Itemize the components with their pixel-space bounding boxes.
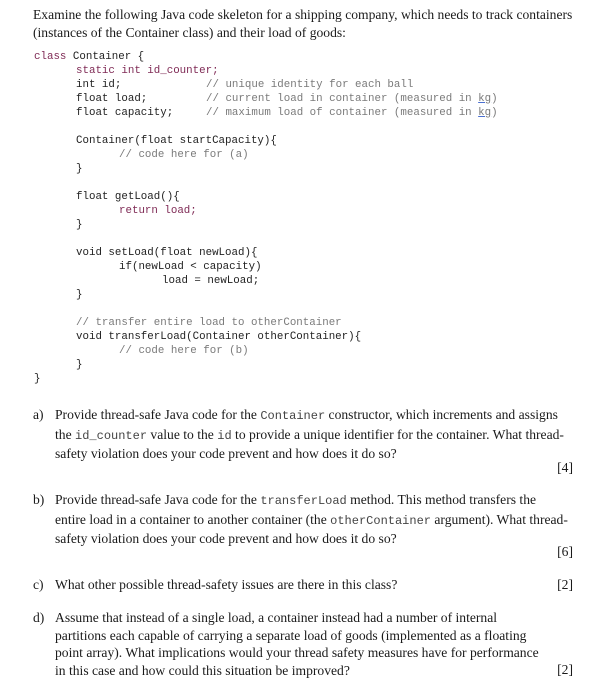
marks-value: [4] <box>557 460 573 475</box>
question-text: Assume that instead of a single load, a container instead had a number of internal partitions each capable of carrying a separate load of goods (implemented as a floating point array). What implications would your thread safety measures have for performance in this case and how could this situation be improved? <box>55 610 539 678</box>
code-brace: } <box>76 359 83 371</box>
code-class-close: } <box>34 373 41 385</box>
code-comment-a: // code here for (a) <box>119 149 249 161</box>
code-line-class: class Container { <box>34 51 145 63</box>
code-line-return: return load; <box>119 205 197 217</box>
code-line-capacity: float capacity; <box>76 107 174 119</box>
question-label: c) <box>33 577 44 592</box>
intro-paragraph: Examine the following Java code skeleton for a shipping company, which needs to track containers (instances of the Container class) and their load of goods: <box>33 7 573 40</box>
code-brace: } <box>76 289 83 301</box>
code-brace: } <box>76 219 83 231</box>
code-line-assign: load = newLoad; <box>162 275 260 287</box>
question-text: Provide thread-safe Java code for the Container constructor, which increments and assigns the id_counter value to the id to provide a unique identifier for the container. What thread-safety violation does your code prevent and how does it do so? <box>55 407 564 461</box>
question-text: Provide thread-safe Java code for the transferLoad method. This method transfers the entire load in a container to another container (the otherContainer argument). What thread-safety violation does your code prevent and how does it do so? <box>55 492 568 546</box>
code-comment-capacity: // maximum load of container (measured in kg) <box>206 107 498 119</box>
question-a <box>33 406 573 478</box>
code-line-getload: float getLoad(){ <box>76 191 180 203</box>
code-comment-load: // current load in container (measured in kg) <box>206 93 498 105</box>
marks-value: [2] <box>557 662 573 677</box>
code-line-constructor: Container(float startCapacity){ <box>76 135 277 147</box>
question-c <box>33 576 573 596</box>
code-line-load: float load; <box>76 93 148 105</box>
code-comment-b: // code here for (b) <box>119 345 249 357</box>
question-label: b) <box>33 492 45 507</box>
code-line-id: int id; <box>76 79 122 91</box>
marks-value: [6] <box>557 544 573 559</box>
code-brace: } <box>76 163 83 175</box>
code-line-static: static int id_counter; <box>76 65 219 77</box>
code-comment-transfer: // transfer entire load to otherContainer <box>76 317 342 329</box>
code-comment-id: // unique identity for each ball <box>206 79 414 91</box>
question-label: a) <box>33 407 44 422</box>
question-b <box>33 491 573 563</box>
code-line-if: if(newLoad < capacity) <box>119 261 262 273</box>
question-text: What other possible thread-safety issues are there in this class? <box>55 577 398 592</box>
question-d <box>33 609 573 681</box>
code-line-setload: void setLoad(float newLoad){ <box>76 247 258 259</box>
code-line-transfer: void transferLoad(Container otherContainer){ <box>76 331 362 343</box>
question-label: d) <box>33 610 45 625</box>
marks-value: [2] <box>557 577 573 592</box>
